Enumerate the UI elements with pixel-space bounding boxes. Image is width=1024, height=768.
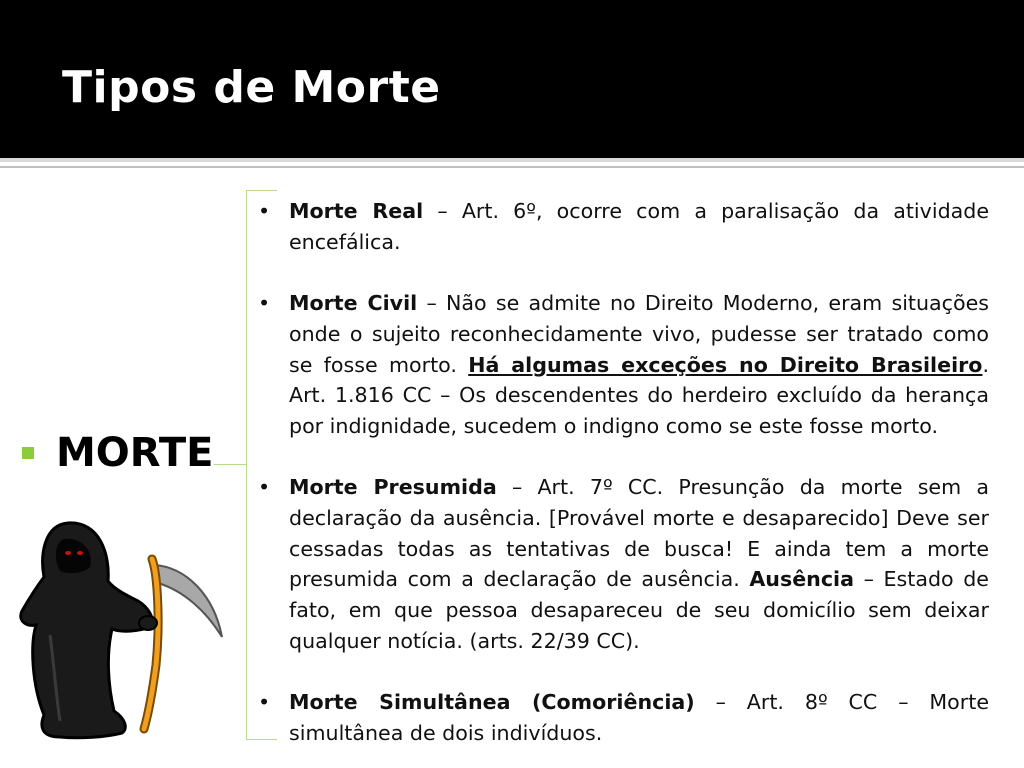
term-morte-presumida: Morte Presumida [289, 475, 497, 500]
description-morte-presumida-a: – Art. 7º CC. Presunção da morte sem a declaração da ausência. [Provável morte e desaparecido] Deve ser cessadas todas as tentativas de busca! E ainda tem a morte presumida com a declaração de ausência. [289, 475, 989, 592]
header-divider-lower [0, 166, 1024, 168]
description-morte-real: – Art. 6º, ocorre com a paralisação da atividade encefálica. [289, 199, 990, 254]
term-morte-civil: Morte Civil [289, 291, 418, 316]
description-morte-civil-a: – Não se admite no Direito Moderno, eram situações onde o sujeito reconhecidamente vivo, pudesse ser tratado como se fosse morto. [289, 291, 990, 377]
description-ausencia: – Estado de fato, em que pessoa desapareceu de seu domicílio sem deixar qualquer notícia. (arts. 22/39 CC). [289, 567, 989, 653]
list-item-morte-presumida [258, 472, 989, 656]
bullet-dot: • [258, 291, 271, 316]
scythe-blade [154, 565, 222, 637]
list-item-morte-civil [258, 288, 989, 442]
grim-reaper-icon [10, 515, 230, 745]
reaper-eye-left [65, 551, 71, 555]
topic-label: MORTE [56, 430, 214, 476]
list-item-morte-simultanea [258, 687, 989, 748]
term-morte-simultanea: Morte Simultânea (Comoriência) [289, 690, 695, 715]
slide-title: Tipos de Morte [62, 62, 441, 113]
bullet-dot: • [258, 475, 271, 500]
bracket-connector [214, 464, 246, 465]
left-topic-item [22, 430, 213, 476]
term-morte-real: Morte Real [289, 199, 424, 223]
square-bullet-icon [22, 447, 34, 459]
term-ausencia: Ausência [749, 567, 855, 592]
emphasis-excecoes: Há algumas exceções no Direito Brasileiro [468, 352, 983, 377]
description-morte-simultanea: – Art. 8º CC – Morte simultânea de dois indivíduos. [289, 690, 989, 745]
bullet-dot: • [258, 199, 271, 223]
description-morte-civil-b: . Art. 1.816 CC – Os descendentes do herdeiro excluído da herança por indignidade, sucedem o indigno como se este fosse morto. [289, 352, 989, 438]
reaper-hand [139, 616, 157, 630]
title-bar [0, 0, 1024, 158]
death-types-list [258, 196, 989, 749]
list-item-morte-real [258, 196, 989, 257]
reaper-eye-right [77, 551, 83, 555]
bullet-dot: • [258, 690, 271, 715]
